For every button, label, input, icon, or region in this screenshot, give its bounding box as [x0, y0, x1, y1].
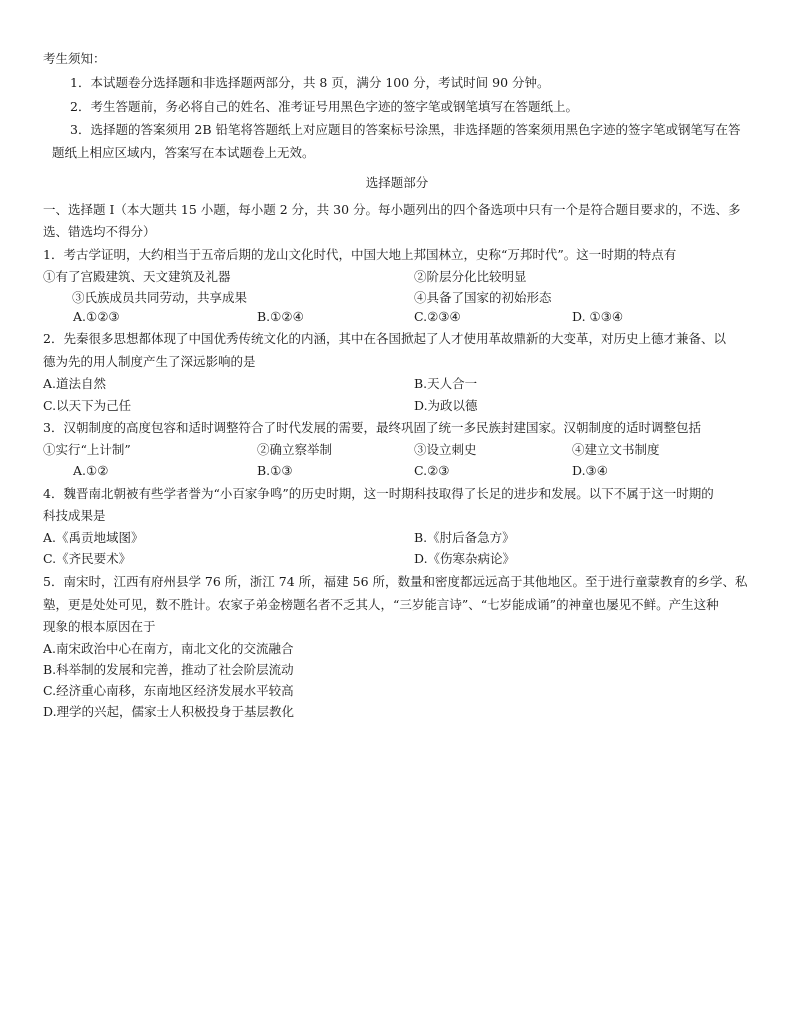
- q1-stem: 1．考古学证明，大约相当于五帝后期的龙山文化时代，中国大地上邦国林立，史称“万邦时代”。这一时期的特点有: [43, 247, 677, 262]
- q5-stem-line-3: 现象的根本原因在于: [43, 619, 156, 634]
- q4-option-d: D.《伤寒杂病论》: [414, 551, 516, 566]
- q1-option-c: C.②③④: [414, 309, 461, 324]
- q5-option-c: C.经济重心南移，东南地区经济发展水平较高: [43, 683, 294, 698]
- q5-option-d: D.理学的兴起，儒家士人积极投身于基层教化: [43, 704, 295, 719]
- q3-option-a: A.①②: [73, 463, 109, 478]
- notice-item-3-line-1: 3．选择题的答案须用 2B 铅笔将答题纸上对应题目的答案标号涂黑，非选择题的答案须用黑色字迹的签字笔或钢笔写在答: [70, 122, 741, 137]
- q1-statement-4: ④具备了国家的初始形态: [414, 290, 552, 305]
- q3-option-d: D.③④: [572, 463, 608, 478]
- q2-option-d: D.为政以德: [414, 398, 478, 413]
- q3-option-b: B.①③: [257, 463, 293, 478]
- q4-option-b: B.《肘后备急方》: [414, 530, 515, 545]
- q1-statement-2: ②阶层分化比较明显: [414, 269, 527, 284]
- q3-option-c: C.②③: [414, 463, 450, 478]
- notice-heading: 考生须知：: [43, 51, 106, 66]
- q5-stem-line-2: 塾，更是处处可见，数不胜计。农家子弟金榜题名者不乏其人，“三岁能言诗”、“七岁能成诵”的神童也屡见不鲜。产生这种: [43, 597, 719, 612]
- q2-stem-line-2: 德为先的用人制度产生了深远影响的是: [43, 354, 256, 369]
- section-title: 选择题部分: [365, 175, 429, 190]
- q3-statement-3: ③设立刺史: [414, 442, 477, 457]
- q2-option-c: C.以天下为己任: [43, 398, 132, 413]
- notice-item-3-line-2: 题纸上相应区域内，答案写在本试题卷上无效。: [52, 145, 315, 160]
- q4-stem-line-2: 科技成果是: [43, 508, 106, 523]
- q4-stem-line-1: 4．魏晋南北朝被有些学者誉为“小百家争鸣”的历史时期，这一时期科技取得了长足的进步和发展。以下不属于这一时期的: [43, 486, 714, 501]
- q5-option-b: B.科举制的发展和完善，推动了社会阶层流动: [43, 662, 294, 677]
- q5-stem-line-1: 5．南宋时，江西有府州县学 76 所，浙江 74 所，福建 56 所，数量和密度都远远高于其他地区。至于进行童蒙教育的乡学、私: [43, 574, 748, 589]
- notice-item-1: 1．本试题卷分选择题和非选择题两部分，共 8 页，满分 100 分，考试时间 90 分钟。: [70, 75, 550, 90]
- q3-statement-4: ④建立文书制度: [572, 442, 660, 457]
- part-one-instruction-line-2: 选、错选均不得分）: [43, 224, 156, 239]
- q1-option-b: B.①②④: [257, 309, 304, 324]
- notice-item-2: 2．考生答题前，务必将自己的姓名、准考证号用黑色字迹的签字笔或钢笔填写在答题纸上。: [70, 99, 578, 114]
- q4-option-a: A.《禹贡地域图》: [43, 530, 144, 545]
- q3-statement-1: ①实行“上计制”: [43, 442, 131, 457]
- q4-option-c: C.《齐民要术》: [43, 551, 132, 566]
- q2-option-a: A.道法自然: [43, 376, 107, 391]
- q1-option-a: A.①②③: [73, 309, 120, 324]
- q1-statement-1: ①有了宫殿建筑、天文建筑及礼器: [43, 269, 231, 284]
- q2-option-b: B.天人合一: [414, 376, 478, 391]
- q1-statement-3: ③氏族成员共同劳动，共享成果: [72, 290, 248, 305]
- q3-statement-2: ②确立察举制: [257, 442, 333, 457]
- q5-option-a: A.南宋政治中心在南方，南北文化的交流融合: [43, 641, 294, 656]
- part-one-instruction-line-1: 一、选择题 I（本大题共 15 小题，每小题 2 分，共 30 分。每小题列出的四个备选项中只有一个是符合题目要求的，不选、多: [43, 202, 741, 217]
- q1-option-d: D. ①③④: [572, 309, 624, 324]
- q2-stem-line-1: 2．先秦很多思想都体现了中国优秀传统文化的内涵，其中在各国掀起了人才使用革故鼎新的大变革，对历史上德才兼备、以: [43, 331, 726, 346]
- q3-stem: 3．汉朝制度的高度包容和适时调整符合了时代发展的需要，最终巩固了统一多民族封建国家。汉朝制度的适时调整包括: [43, 420, 701, 435]
